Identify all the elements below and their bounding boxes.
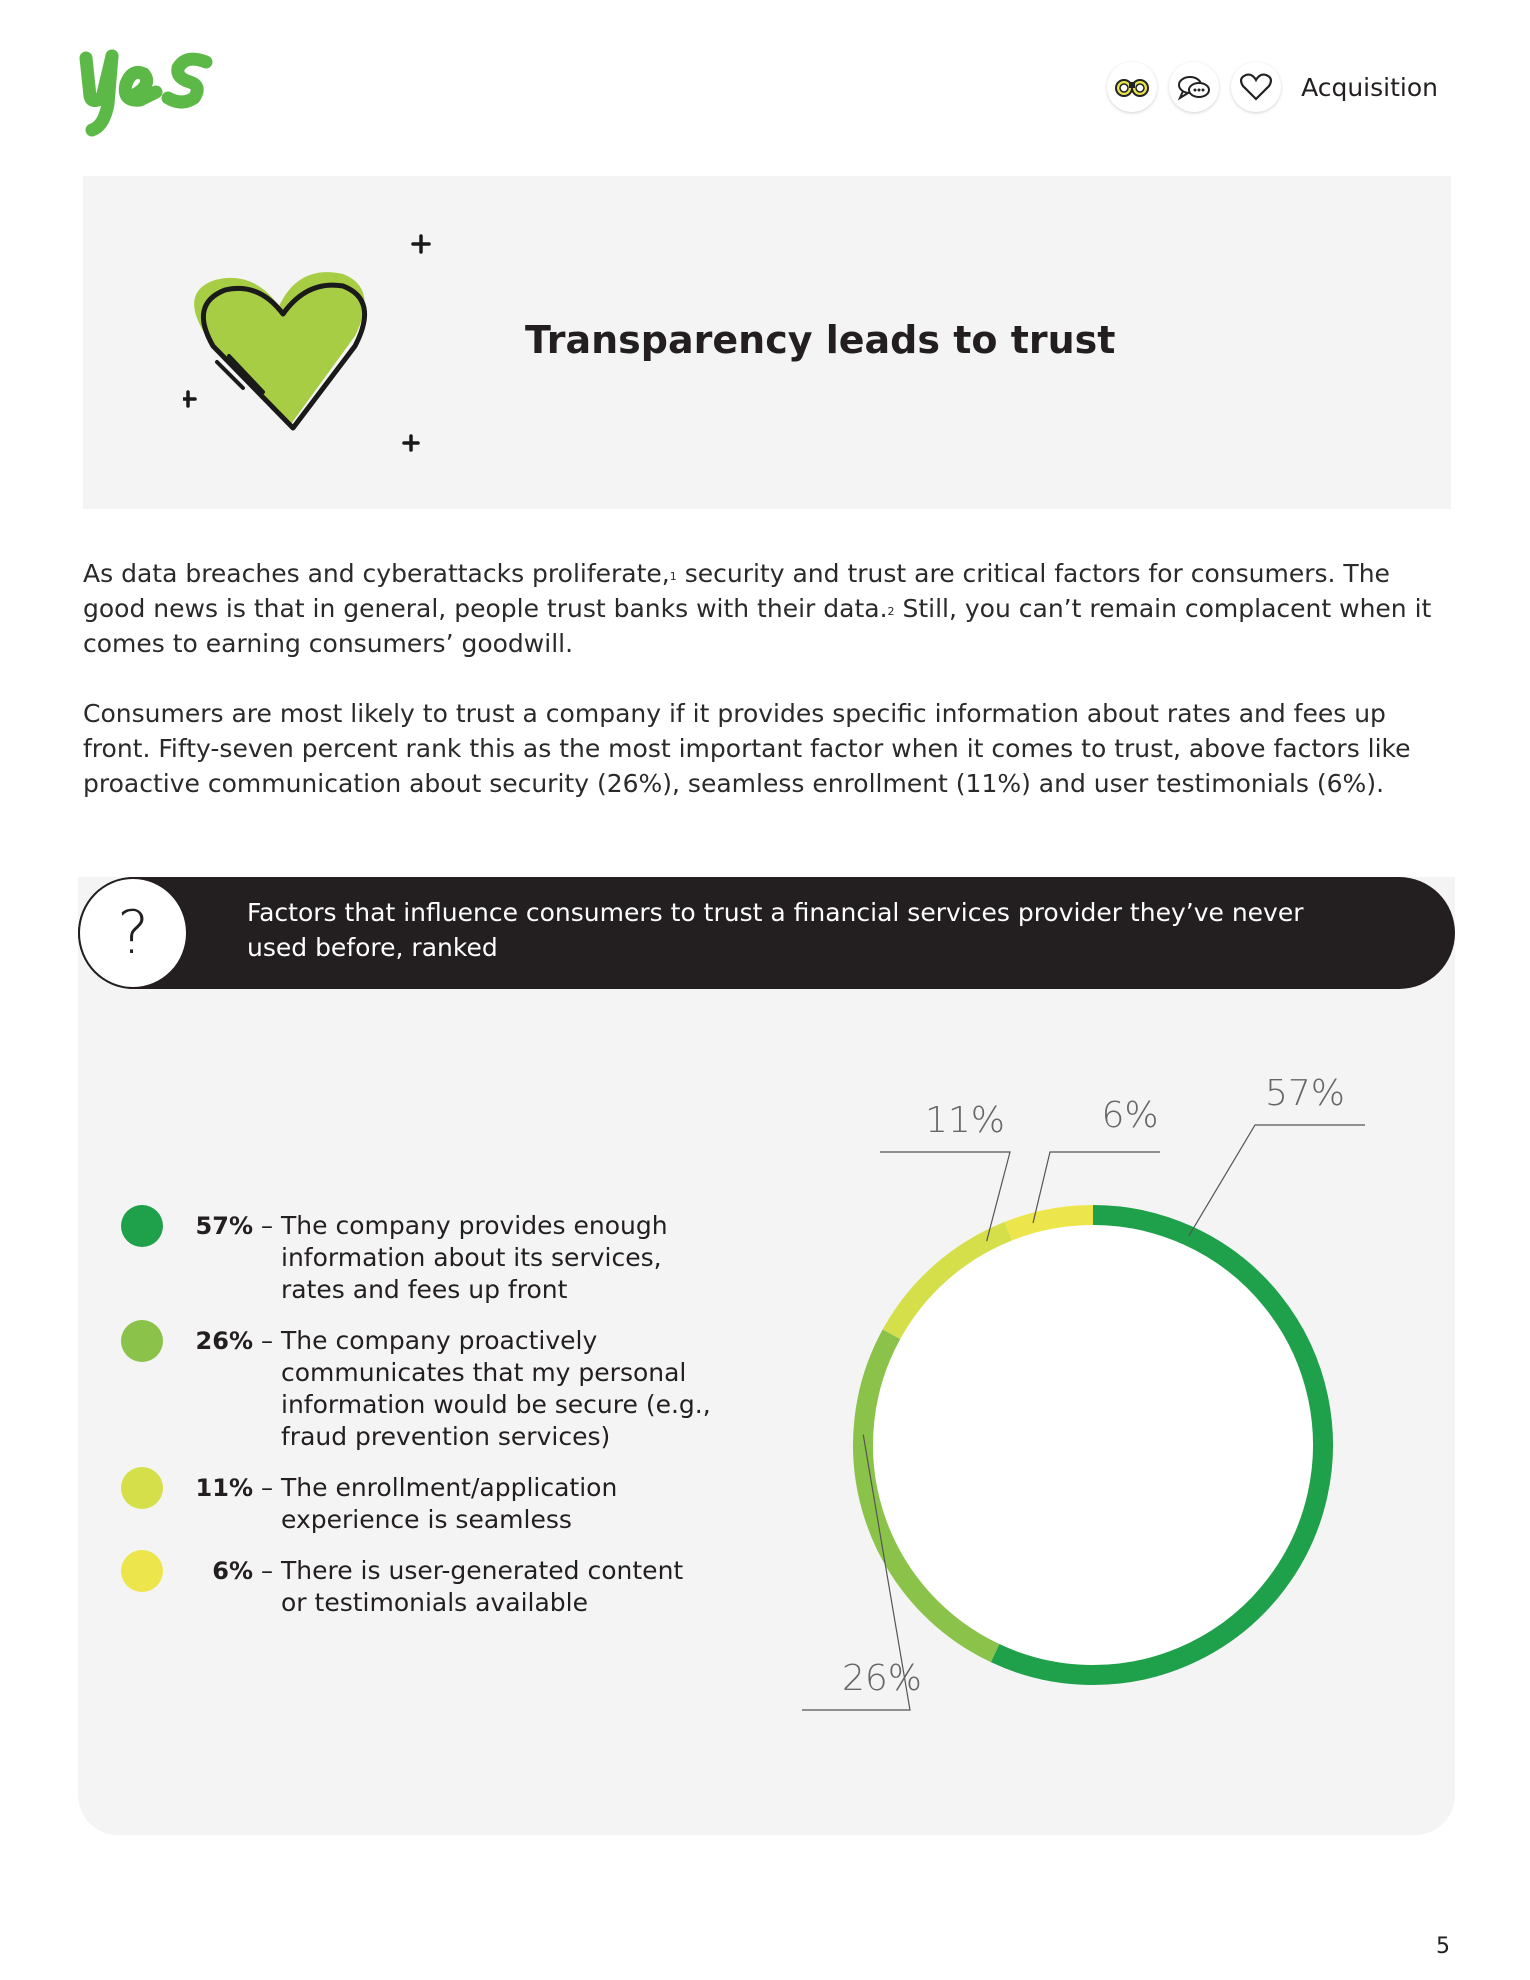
callout-line bbox=[880, 1152, 1010, 1241]
legend-percent: 57% bbox=[195, 1212, 253, 1240]
legend-percent: 6% bbox=[212, 1557, 253, 1585]
legend-swatch bbox=[121, 1467, 163, 1509]
legend-label: The enrollment/application experience is seamless bbox=[281, 1473, 618, 1534]
legend-item bbox=[121, 1320, 721, 1453]
data-label: 6% bbox=[1101, 1095, 1159, 1136]
section-label: Acquisition bbox=[1301, 72, 1438, 102]
legend-dash: – bbox=[261, 1212, 273, 1240]
findings-paragraph: Consumers are most likely to trust a company if it provides specific information about rates and fees up front. Fifty-seven percent rank this as the most important factor when it comes to trust, above factors like proactive communication about security (26%), seamless enrollment (11%) and user testimonials (6%). bbox=[83, 699, 1411, 798]
data-label: 11% bbox=[924, 1100, 1006, 1141]
binoculars-icon bbox=[1107, 62, 1157, 112]
hero-banner bbox=[83, 176, 1451, 509]
legend-item bbox=[121, 1467, 721, 1536]
legend-item bbox=[121, 1205, 721, 1306]
heart-icon bbox=[1231, 62, 1281, 112]
legend-dash: – bbox=[261, 1474, 273, 1502]
data-label: 57% bbox=[1264, 1073, 1346, 1114]
page-title: Transparency leads to trust bbox=[525, 318, 1116, 362]
legend-percent: 11% bbox=[195, 1474, 253, 1502]
callout-line bbox=[1189, 1125, 1365, 1236]
legend-percent: 26% bbox=[195, 1327, 253, 1355]
page-number: 5 bbox=[1436, 1934, 1450, 1959]
footnote-ref-1: 1 bbox=[669, 570, 677, 583]
intro-paragraph bbox=[83, 556, 1453, 661]
intro-text-part-1: As data breaches and cyberattacks proliferate, bbox=[83, 559, 670, 588]
legend-dash: – bbox=[261, 1557, 273, 1585]
intro-text-part-3: Still, you can’t remain complacent when it comes to earning consumers’ goodwill. bbox=[83, 594, 1432, 658]
legend-swatch bbox=[121, 1550, 163, 1592]
data-label: 26% bbox=[841, 1658, 923, 1699]
donut-chart bbox=[740, 1060, 1440, 1740]
chart-legend bbox=[121, 1205, 721, 1633]
legend-label: The company proactively communicates that my personal information would be secure (e.g., fraud prevention services) bbox=[281, 1326, 711, 1451]
chart-title: Factors that influence consumers to trust a financial services provider they’ve never used before, ranked bbox=[247, 898, 1304, 962]
legend-swatch bbox=[121, 1205, 163, 1247]
speech-bubbles-icon bbox=[1169, 62, 1219, 112]
question-mark-icon: ? bbox=[78, 877, 188, 989]
intro-text-part-2: security and trust are critical factors for consumers. The good news is that in general, people trust banks with their data. bbox=[83, 559, 1390, 623]
heart-illustration-icon bbox=[183, 226, 433, 466]
legend-label: The company provides enough information about its services, rates and fees up front bbox=[281, 1211, 668, 1304]
chart-card-header bbox=[78, 877, 1455, 989]
legend-dash: – bbox=[261, 1327, 273, 1355]
legend-item bbox=[121, 1550, 721, 1619]
legend-label: There is user-generated content or testimonials available bbox=[281, 1556, 684, 1617]
legend-swatch bbox=[121, 1320, 163, 1362]
header-section-nav bbox=[1107, 62, 1438, 112]
footnote-ref-2: 2 bbox=[887, 605, 895, 618]
yes-logo bbox=[78, 44, 218, 144]
